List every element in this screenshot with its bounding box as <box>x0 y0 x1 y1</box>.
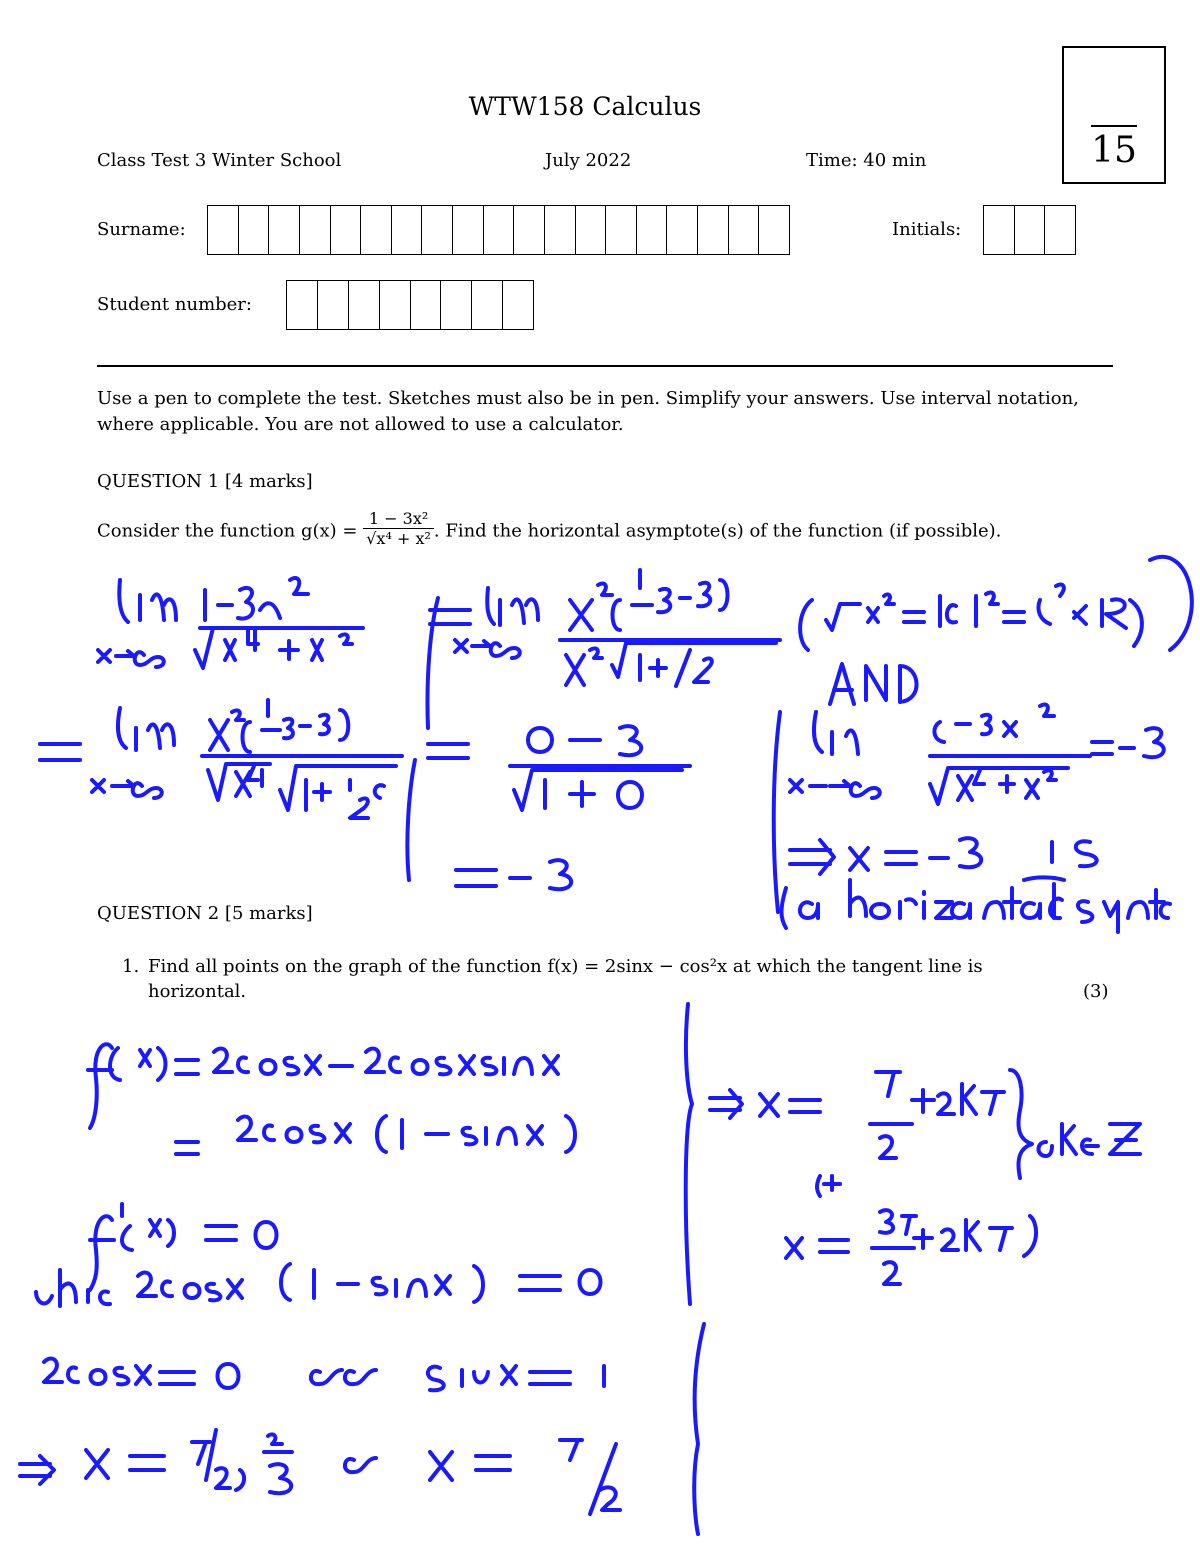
ink-2cosx-1-minus-sinx <box>238 1116 575 1152</box>
ink-implies-2 <box>710 1090 742 1118</box>
ink-eq-5 <box>456 870 496 886</box>
question-2-part-number: 1. <box>122 956 140 977</box>
ink-eq-3 <box>40 744 80 760</box>
ink-denominator-3 <box>208 764 396 818</box>
ink-k-in-z <box>1039 1124 1141 1156</box>
ink-bracket-2 <box>407 760 415 880</box>
instructions: Use a pen to complete the test. Sketches must also be in pen. Simplify your answers. Use interval notation, where applicable. You are not allowed to use a calculator. <box>97 388 1079 435</box>
question-1-text-after: . Find the horizontal asymptote(s) of the function (if possible). <box>433 520 1002 542</box>
ink-x-to-infinity-1 <box>98 650 164 667</box>
ink-and <box>830 664 917 704</box>
ink-brace-1 <box>1010 1070 1032 1178</box>
ink-2cosx-minus-2cosx-sinx <box>214 1049 558 1075</box>
ink-lim-4 <box>814 712 858 754</box>
question-1-heading: QUESTION 1 [4 marks] <box>97 471 313 492</box>
ink-bracket-4 <box>686 1004 692 1304</box>
ink-2k-pi-2 <box>942 1216 1036 1256</box>
ink-eq-4 <box>428 744 468 758</box>
ink-a-horizontal-asymptote <box>782 880 1055 928</box>
ink-x-to-minus-infinity <box>790 780 880 798</box>
question-1-text-before: Consider the function g(x) = <box>97 520 358 542</box>
ink-lim-2 <box>487 588 538 625</box>
fraction-denominator: √x⁴ + x² <box>363 528 434 548</box>
ink-thus-2cosx <box>36 1270 242 1306</box>
ink-asymptote-word <box>1024 877 1170 932</box>
ink-denominator-2 <box>566 643 776 686</box>
ink-or <box>817 1176 840 1196</box>
ink-implies-1 <box>790 840 834 874</box>
total-marks: 15 <box>1091 130 1137 171</box>
ink-zero-minus-three <box>528 726 641 755</box>
ink-is <box>1052 841 1097 866</box>
ink-x-to-infinity-3 <box>92 780 162 798</box>
fraction-numerator: 1 − 3x² <box>368 509 429 528</box>
ink-sqrt-one-plus-zero <box>514 770 682 810</box>
ink-lim-1 <box>119 580 176 622</box>
ink-f-prime-eq-zero <box>90 1204 277 1290</box>
ink-numerator-3 <box>210 700 348 752</box>
student-number-label: Student number: <box>97 294 252 315</box>
test-name: Class Test 3 Winter School <box>97 150 342 171</box>
test-date: July 2022 <box>545 150 632 171</box>
ink-bracket-5 <box>694 1324 704 1534</box>
ink-note-1 <box>800 557 1192 650</box>
ink-x-eq-minus-three <box>850 838 981 870</box>
ink-numerator-2 <box>570 570 728 630</box>
initials-label: Initials: <box>892 219 962 240</box>
ink-x-eq-pi-half <box>760 1072 934 1158</box>
ink-2cosx-eq-0-or-sinx-eq-1 <box>44 1359 604 1391</box>
ink-lim-3 <box>118 708 174 750</box>
ink-minus-three <box>510 860 571 889</box>
ink-x-to-infinity-2 <box>455 640 520 658</box>
test-time: Time: 40 min <box>806 150 927 171</box>
ink-bracket-3 <box>774 712 780 912</box>
ink-2k-pi <box>938 1084 1004 1114</box>
ink-numerator-1 <box>205 578 308 620</box>
ink-1-minus-sinx-eq-zero <box>281 1264 601 1302</box>
ink-denominator-4 <box>930 768 1068 804</box>
question-2-part-text-line2: horizontal. <box>148 981 247 1002</box>
question-2-part-marks: (3) <box>1083 981 1109 1002</box>
ink-eq-minus-three <box>1092 728 1164 757</box>
surname-label: Surname: <box>97 219 186 240</box>
ink-numerator-4 <box>934 704 1054 742</box>
ink-eq-6 <box>176 1060 198 1074</box>
ink-x-eq-3pi-half <box>786 1210 932 1284</box>
question-2-heading: QUESTION 2 [5 marks] <box>97 903 313 924</box>
ink-x-solutions <box>20 1430 620 1514</box>
ink-f-prime-1 <box>88 1044 166 1128</box>
page-title: WTW158 Calculus <box>468 92 702 121</box>
question-2-part-text-line1: Find all points on the graph of the function f(x) = 2sinx − cos²x at which the tangent line is <box>148 956 983 977</box>
ink-bracket-1 <box>427 598 438 728</box>
ink-denominator-1 <box>195 628 363 668</box>
ink-eq-7 <box>176 1142 198 1154</box>
